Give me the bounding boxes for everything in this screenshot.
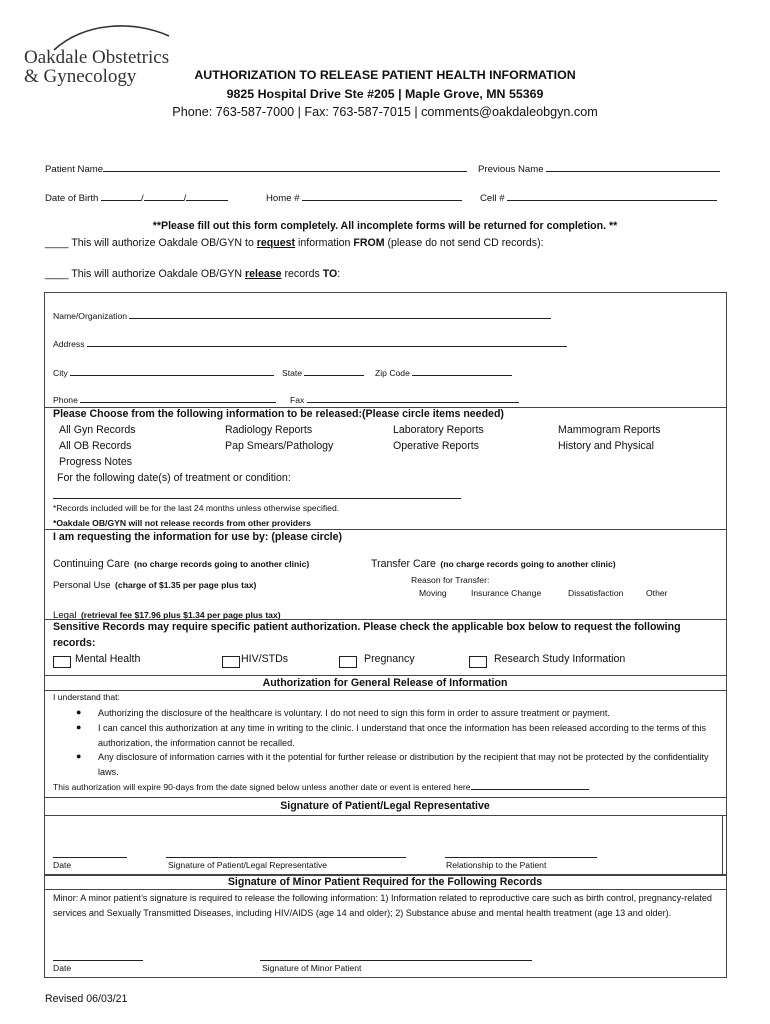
minor-date-label: Date	[53, 963, 72, 973]
use-heading: I am requesting the information for use by: (please circle)	[53, 531, 343, 543]
recipient-address-label: Address	[53, 339, 85, 349]
sensitive-heading: Sensitive Records may require specific patient authorization. Please check the applicable box below to request the following	[53, 621, 681, 633]
relationship-label: Relationship to the Patient	[446, 860, 547, 870]
recipient-fax-field[interactable]	[290, 393, 519, 405]
reason-dissatisfaction[interactable]: Dissatisfaction	[568, 588, 624, 598]
option-history-physical[interactable]: History and Physical	[558, 440, 654, 452]
treatment-dates-input[interactable]	[53, 486, 461, 504]
bullet-icon: ●	[76, 707, 82, 717]
zip-field[interactable]	[375, 366, 512, 378]
cell-phone-label: Cell #	[480, 193, 505, 204]
request-from-word: FROM	[353, 237, 385, 249]
zip-label: Zip Code	[375, 368, 410, 378]
patient-signature-label: Signature of Patient/Legal Representative	[168, 860, 328, 870]
recipient-address-field[interactable]	[53, 337, 567, 349]
logo-text-line2: & Gynecology	[24, 66, 137, 87]
minor-signature-line[interactable]	[260, 960, 532, 961]
release-text-post: :	[337, 268, 341, 280]
form-title: AUTHORIZATION TO RELEASE PATIENT HEALTH INFORMATION	[194, 68, 576, 82]
research-study-checkbox[interactable]	[469, 656, 487, 668]
patient-name-field[interactable]	[45, 162, 467, 175]
research-study-label: Research Study Information	[494, 653, 626, 665]
option-laboratory-reports[interactable]: Laboratory Reports	[393, 424, 484, 436]
bullet-text-1: Authorizing the disclosure of the healthcare is voluntary. I do not need to sign this form in order to assure treatment or payment.	[98, 708, 610, 718]
divider	[44, 815, 726, 816]
transfer-care-label: Transfer Care	[371, 558, 436, 570]
clinic-contact: Phone: 763-587-7000 | Fax: 763-587-7015 | comments@oakdaleobgyn.com	[172, 105, 598, 119]
release-to-word: TO	[322, 268, 338, 280]
option-continuing-care[interactable]	[53, 554, 309, 572]
request-text-pre: ____ This will authorize Oakdale OB/GYN to	[45, 237, 257, 249]
bullet-text-2: I can cancel this authorization at any time in writing to the clinic. I understand that once the information has been released according to the terms of this authorization, the information cannot be recalled.	[98, 723, 707, 748]
patient-signature-line[interactable]	[166, 857, 406, 858]
completion-notice: **Please fill out this form completely. All incomplete forms will be returned for completion. **	[152, 220, 618, 232]
option-operative-reports[interactable]: Operative Reports	[393, 440, 479, 452]
reason-moving[interactable]: Moving	[419, 588, 447, 598]
divider	[44, 675, 726, 676]
clinic-address: 9825 Hospital Drive Ste #205 | Maple Grove, MN 55369	[226, 87, 544, 101]
city-label: City	[53, 368, 68, 378]
name-org-field[interactable]	[53, 309, 551, 321]
previous-name-field[interactable]	[478, 162, 720, 175]
personal-use-label: Personal Use	[53, 580, 111, 591]
mental-health-checkbox[interactable]	[53, 656, 71, 668]
recipient-phone-field[interactable]	[53, 393, 276, 405]
option-transfer-care[interactable]	[371, 554, 616, 572]
divider	[722, 815, 723, 874]
pregnancy-checkbox[interactable]	[339, 656, 357, 668]
understand-intro: I understand that:	[53, 692, 120, 702]
release-text-pre: ____ This will authorize Oakdale OB/GYN	[45, 268, 246, 280]
revision-date: Revised 06/03/21	[45, 993, 128, 1005]
divider	[44, 690, 726, 691]
general-release-heading: Authorization for General Release of Information	[262, 677, 508, 689]
dob-field[interactable]: Date of Birth / /	[45, 191, 228, 204]
bullet-text-3: Any disclosure of information carries with it the potential for further release or distribution by the recipient that may not be protected by the confidentiality laws.	[98, 752, 709, 777]
name-org-label: Name/Organization	[53, 311, 128, 321]
request-authorization-line[interactable]	[45, 237, 544, 249]
minor-date-line[interactable]	[53, 960, 143, 961]
option-radiology-reports[interactable]: Radiology Reports	[225, 424, 313, 436]
expiration-text: This authorization will expire 90-days from the date signed below unless another date or event is entered here	[53, 782, 471, 792]
dob-label: Date of Birth	[45, 193, 99, 204]
state-label: State	[282, 368, 303, 378]
personal-use-note: (charge of $1.35 per page plus tax)	[115, 580, 257, 590]
records-note-2: *Oakdale OB/GYN will not release records from other providers	[53, 518, 311, 528]
divider	[44, 797, 726, 798]
hiv-std-checkbox[interactable]	[222, 656, 240, 668]
info-heading: Please Choose from the following information to be released:(Please circle items needed)	[53, 408, 504, 420]
option-all-gyn-records[interactable]: All Gyn Records	[59, 424, 136, 436]
expiration-line[interactable]	[53, 780, 589, 792]
date-signature-line[interactable]	[53, 857, 127, 858]
minor-text: Minor: A minor patient’s signature is required to release the following information: 1) Information related to reproductive care such as birth control, pregnancy-related services and Sexually Transmitted Diseases, including HIV/AIDS (age 14 and older); 2) Substance abuse and mental health treatment (age 13 and older).	[53, 893, 712, 918]
recipient-fax-label: Fax	[290, 395, 305, 405]
request-text-post: (please do not send CD records):	[384, 237, 544, 249]
state-field[interactable]	[282, 366, 364, 378]
city-field[interactable]	[53, 366, 274, 378]
divider	[44, 889, 726, 890]
relationship-line[interactable]	[445, 857, 597, 858]
request-text-mid: information	[295, 237, 354, 249]
release-authorization-line[interactable]	[45, 268, 340, 280]
previous-name-label: Previous Name	[478, 164, 544, 175]
home-phone-label: Home #	[266, 193, 300, 204]
cell-phone-field[interactable]	[480, 191, 717, 204]
release-word: release	[245, 268, 282, 280]
option-progress-notes[interactable]: Progress Notes	[59, 456, 133, 468]
option-all-ob-records[interactable]: All OB Records	[59, 440, 132, 452]
signature-heading: Signature of Patient/Legal Representative	[280, 800, 490, 812]
option-personal-use[interactable]	[53, 575, 256, 593]
reason-transfer-label: Reason for Transfer:	[411, 575, 490, 585]
bullet-icon: ●	[76, 751, 82, 761]
legal-note: (retrieval fee $17.96 plus $1.34 per page plus tax)	[80, 610, 281, 620]
records-note-1: *Records included will be for the last 24 months unless otherwise specified.	[53, 503, 340, 513]
logo-text-line1: Oakdale Obstetrics	[24, 47, 170, 68]
request-word: request	[256, 237, 296, 249]
legal-label: Legal	[53, 610, 77, 621]
release-text-mid: records	[281, 268, 323, 280]
bullet-icon: ●	[76, 722, 82, 732]
patient-name-label: Patient Name	[45, 164, 104, 175]
mental-health-label: Mental Health	[75, 653, 141, 665]
treatment-dates-label: For the following date(s) of treatment or condition:	[57, 472, 291, 484]
option-mammogram-reports[interactable]: Mammogram Reports	[558, 424, 661, 436]
pregnancy-label: Pregnancy	[364, 653, 415, 665]
continuing-care-label: Continuing Care	[53, 558, 130, 570]
option-pap-smears[interactable]: Pap Smears/Pathology	[225, 440, 334, 452]
transfer-care-note: (no charge records going to another clinic)	[440, 559, 616, 569]
home-phone-field[interactable]	[266, 191, 462, 204]
hiv-std-label: HIV/STDs	[241, 653, 289, 665]
minor-signature-label: Signature of Minor Patient	[262, 963, 362, 973]
sensitive-heading-2: records:	[53, 637, 96, 649]
continuing-care-note: (no charge records going to another clinic)	[134, 559, 310, 569]
reason-other[interactable]: Other	[646, 588, 668, 598]
minor-heading: Signature of Minor Patient Required for the Following Records	[227, 876, 543, 888]
reason-insurance-change[interactable]: Insurance Change	[471, 588, 542, 598]
recipient-phone-label: Phone	[53, 395, 78, 405]
signature-date-label: Date	[53, 860, 72, 870]
divider	[44, 529, 726, 530]
